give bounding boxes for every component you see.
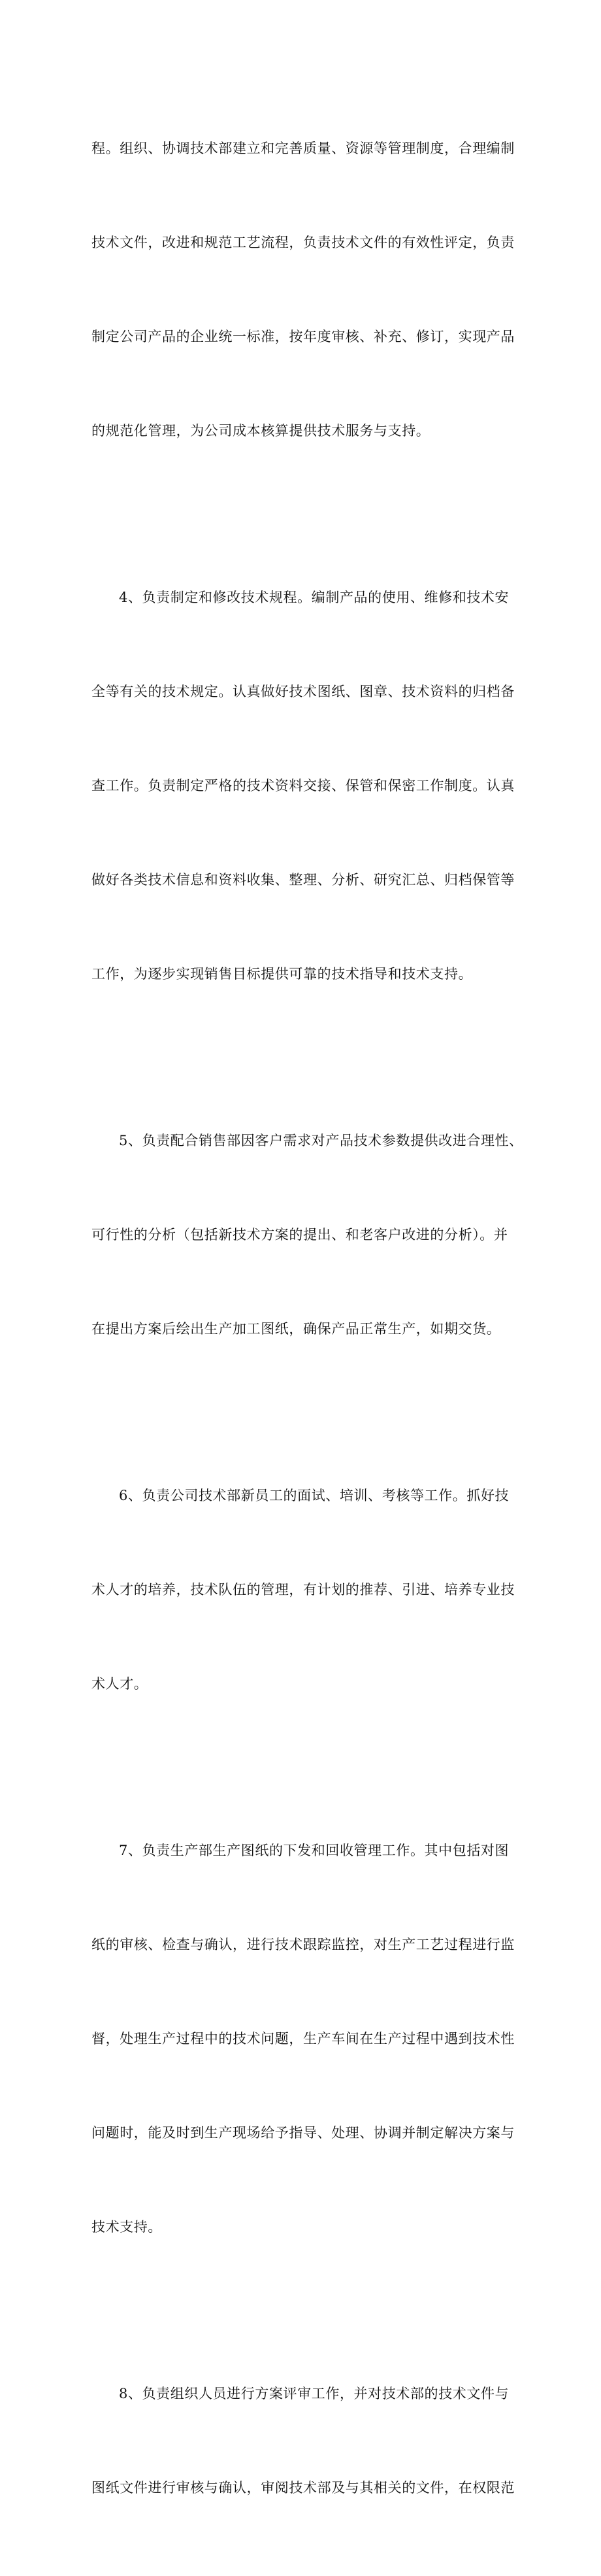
paragraph-item-8 bbox=[91, 2315, 516, 2566]
text-line: 6、负责公司技术部新员工的面试、培训、考核等工作。抓好技 bbox=[119, 1488, 510, 1503]
text-line: 可行性的分析（包括新技术方案的提出、和老客户改进的分析）。并 bbox=[91, 1227, 508, 1243]
text-line: 工作，为逐步实现销售目标提供可靠的技术指导和技术支持。 bbox=[91, 966, 473, 982]
text-line: 查工作。负责制定严格的技术资料交接、保管和保密工作制度。认真 bbox=[91, 778, 515, 794]
text-line: 纸的审核、检查与确认，进行技术跟踪监控，对生产工艺过程进行监 bbox=[91, 1937, 515, 1952]
text-line: 程。组织、协调技术部建立和完善质量、资源等管理制度，合理编制 bbox=[91, 141, 515, 156]
text-line: 5、负责配合销售部因客户需求对产品技术参数提供改进合理性、 bbox=[119, 1133, 523, 1148]
paragraph-item-7 bbox=[91, 1772, 516, 2305]
text-line: 技术支持。 bbox=[91, 2219, 162, 2235]
text-line: 全等有关的技术规定。认真做好技术图纸、图章、技术资料的归档备 bbox=[91, 684, 515, 699]
paragraph-item-6 bbox=[91, 1417, 516, 1762]
document-body bbox=[91, 70, 523, 2576]
text-line: 术人才的培养，技术队伍的管理，有计划的推荐、引进、培养专业技 bbox=[91, 1582, 515, 1597]
text-line: 督，处理生产过程中的技术问题，生产车间在生产过程中遇到技术性 bbox=[91, 2031, 515, 2047]
text-line: 制定公司产品的企业统一标准，按年度审核、补充、修订，实现产品 bbox=[91, 329, 515, 344]
text-line: 问题时，能及时到生产现场给予指导、处理、协调并制定解决方案与 bbox=[91, 2125, 515, 2141]
text-line: 图纸文件进行审核与确认，审阅技术部及与其相关的文件，在权限范 bbox=[91, 2480, 515, 2496]
text-line: 7、负责生产部生产图纸的下发和回收管理工作。其中包括对图 bbox=[119, 1843, 510, 1858]
paragraph-continuation bbox=[91, 70, 516, 509]
text-line: 的规范化管理，为公司成本核算提供技术服务与支持。 bbox=[91, 423, 430, 439]
text-line: 术人才。 bbox=[91, 1676, 148, 1692]
paragraph-item-5 bbox=[91, 1062, 523, 1407]
text-line: 8、负责组织人员进行方案评审工作，并对技术部的技术文件与 bbox=[119, 2386, 510, 2401]
text-line: 技术文件，改进和规范工艺流程，负责技术文件的有效性评定，负责 bbox=[91, 235, 515, 250]
text-line: 在提出方案后绘出生产加工图纸，确保产品正常生产，如期交货。 bbox=[91, 1321, 501, 1337]
text-line: 做好各类技术信息和资料收集、整理、分析、研究汇总、归档保管等 bbox=[91, 872, 515, 888]
text-line: 4、负责制定和修改技术规程。编制产品的使用、维修和技术安 bbox=[119, 590, 510, 605]
paragraph-item-4 bbox=[91, 519, 516, 1052]
